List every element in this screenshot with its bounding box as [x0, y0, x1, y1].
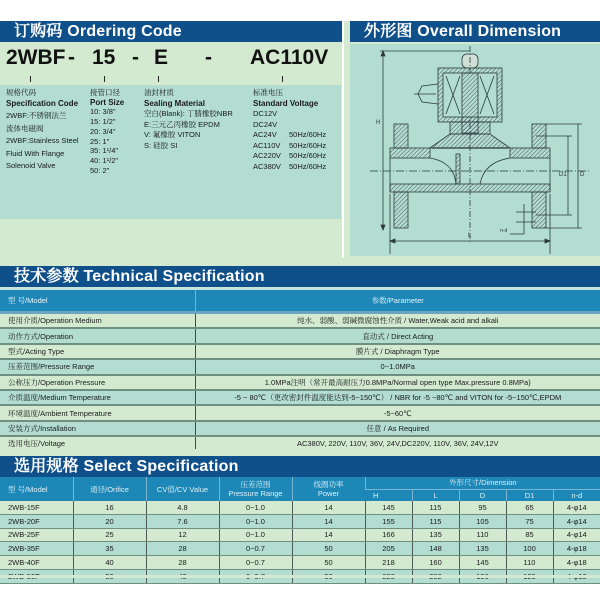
technical-spec-banner [0, 266, 600, 287]
technical-spec-table [0, 290, 600, 453]
header-power: 线圈功率 Power [292, 477, 365, 501]
port-size-header-en: Port Size [90, 97, 125, 107]
cell-h: 205 [365, 542, 412, 556]
spec-code-header-cn: 规格代码 [6, 88, 36, 97]
cell-h: 166 [365, 528, 412, 542]
technical-spec-header-row [0, 290, 600, 313]
cell-orifice: 40 [73, 556, 146, 570]
cell-cv: 4.8 [146, 501, 219, 514]
spec-code-line: Solenoid Valve [6, 161, 56, 170]
port-size-line: 15: 1/2" [90, 117, 116, 127]
cell-cv: 12 [146, 528, 219, 542]
overall-dimension-title-cn: 外形图 [364, 23, 413, 40]
row-label: 压差范围/Pressure Range [0, 359, 195, 374]
ordering-code-banner [0, 21, 342, 42]
cell-orifice: 25 [73, 528, 146, 542]
row-label: 公称压力/Operation Pressure [0, 375, 195, 390]
select-spec-gap [0, 449, 600, 456]
table-row [0, 405, 600, 420]
voltage-line: DC12V [253, 109, 278, 118]
spec-code-line: 流体电磁阀 [6, 123, 44, 133]
code-tick [30, 76, 31, 82]
header-nd: n-d [553, 489, 600, 501]
code-dash: - [68, 46, 75, 69]
cell-l: 115 [412, 501, 459, 514]
table-row [0, 542, 600, 556]
select-spec-table [0, 477, 600, 584]
cell-power: 50 [292, 542, 365, 556]
select-header-row [0, 477, 600, 489]
sealing-header-cn: 油封材质 [144, 88, 174, 97]
spec-code-line: Fluid With Flange [6, 148, 65, 158]
port-size-line: 50: 2" [90, 165, 110, 175]
table-row [0, 390, 600, 405]
table-row [0, 375, 600, 390]
cell-h: 145 [365, 501, 412, 514]
cell-l: 160 [412, 556, 459, 570]
cell-d1: 100 [506, 542, 553, 556]
cell-pressure: 0~1.0 [219, 501, 292, 514]
port-size-line: 25: 1" [90, 136, 110, 146]
cell-d1: 65 [506, 501, 553, 514]
table-row [0, 556, 600, 570]
sealing-line: V: 氟橡胶 VITON [144, 130, 201, 139]
sealing-header-en: Sealing Material [144, 98, 205, 108]
cell-l: 135 [412, 528, 459, 542]
port-size-header-cn: 接管口径 [90, 88, 120, 97]
header-orifice: 通径/Orifice [73, 477, 146, 501]
code-dash: - [132, 46, 139, 69]
cell-h: 218 [365, 556, 412, 570]
row-value: 膜片式 / Diaphragm Type [195, 344, 600, 359]
header-d: D [459, 489, 506, 501]
cell-pressure: 0~0.7 [219, 542, 292, 556]
cell-model: 2WB-15F [0, 501, 73, 514]
voltage-line: AC380V 50Hz/60Hz [253, 161, 327, 171]
cell-model: 2WB-35F [0, 542, 73, 556]
spec-code-line: 2WBF:不锈钢法兰 [6, 111, 67, 120]
cell-model: 2WB-40F [0, 556, 73, 570]
table-row [0, 514, 600, 528]
cell-power: 14 [292, 514, 365, 528]
dim-label-nd: n-d [500, 228, 508, 234]
cell-nd: 4-φ18 [553, 556, 600, 570]
cell-power: 14 [292, 501, 365, 514]
row-label: 型式/Acting Type [0, 344, 195, 359]
voltage-header-en: Standard Voltage [253, 98, 319, 108]
cell-l: 148 [412, 542, 459, 556]
header-cv: CV值/CV Value [146, 477, 219, 501]
header-d1: D1 [506, 489, 553, 501]
code-port: 15 [92, 46, 116, 69]
select-spec-footer [0, 575, 600, 578]
cell-cv: 7.6 [146, 514, 219, 528]
row-value: 1.0MPa注明（常开最高耐压力0.8MPa/Normal open type Max.pressure 0.8MPa) [195, 375, 600, 390]
table-row [0, 528, 600, 542]
technical-spec-title-cn: 技术参数 [14, 268, 79, 285]
standard-voltage-column [253, 88, 326, 172]
cell-pressure: 0~1.0 [219, 528, 292, 542]
dim-label-h: H [376, 120, 381, 126]
row-value: 纯水、弱酸、弱碱微腐蚀性介质 / Water,Weak acid and alkali [195, 313, 600, 329]
code-tick [282, 76, 283, 82]
code-tick [158, 76, 159, 82]
table-row [0, 328, 600, 343]
cell-nd: 4-φ14 [553, 501, 600, 514]
cell-h: 155 [365, 514, 412, 528]
cell-d1: 110 [506, 556, 553, 570]
table-row [0, 344, 600, 359]
header-dimension: 外形尺寸/Dimension [365, 477, 600, 489]
select-spec-title-cn: 选用规格 [14, 458, 79, 475]
cell-d: 95 [459, 501, 506, 514]
port-size-line: 20: 3/4" [90, 126, 116, 136]
cell-pressure: 0~1.0 [219, 514, 292, 528]
row-value: 0~1.0MPa [195, 359, 600, 374]
voltage-header-cn: 标准电压 [253, 88, 283, 97]
row-value: 直动式 / Direct Acting [195, 328, 600, 343]
cell-nd: 4-φ14 [553, 528, 600, 542]
cell-nd: 4-φ14 [553, 514, 600, 528]
cell-model: 2WB-25F [0, 528, 73, 542]
code-seal: E [154, 46, 169, 69]
cell-model: 2WB-20F [0, 514, 73, 528]
cell-d: 145 [459, 556, 506, 570]
header-model: 型 号/Model [0, 477, 73, 501]
sealing-line: S: 硅胶 SI [144, 140, 178, 150]
cell-pressure: 0~0.7 [219, 556, 292, 570]
cell-cv: 28 [146, 542, 219, 556]
cell-d1: 85 [506, 528, 553, 542]
header-parameter: 参数/Parameter [195, 290, 600, 313]
row-value: AC380V, 220V, 110V, 36V, 24V,DC220V, 110V, 36V, 24V,12V [195, 436, 600, 451]
port-size-column [90, 88, 124, 175]
table-row [0, 313, 600, 329]
header-model: 型 号/Model [0, 290, 195, 313]
sealing-line: 空白(Blank): 丁腈橡胶NBR [144, 109, 233, 118]
cell-power: 14 [292, 528, 365, 542]
table-row [0, 421, 600, 436]
cell-d1: 75 [506, 514, 553, 528]
code-spec: 2WBF [6, 46, 66, 69]
table-row [0, 501, 600, 514]
cell-l: 115 [412, 514, 459, 528]
port-size-line: 35: 1¹/4" [90, 146, 119, 156]
port-size-line: 10: 3/8" [90, 107, 116, 117]
cell-orifice: 20 [73, 514, 146, 528]
select-spec-title-en: Select Specification [83, 458, 239, 475]
voltage-line: AC24V 50Hz/60Hz [253, 130, 327, 139]
technical-spec-gap [0, 258, 600, 266]
code-voltage: AC110V [250, 46, 329, 69]
cell-d: 135 [459, 542, 506, 556]
spec-code-column [6, 88, 79, 172]
cell-orifice: 16 [73, 501, 146, 514]
dim-label-d: D [580, 172, 585, 178]
row-label: 使用介质/Operation Medium [0, 313, 195, 329]
row-value: 任意 / As Required [195, 421, 600, 436]
overall-dimension-banner [350, 21, 600, 42]
sealing-line: E:三元乙丙橡胶 EPDM [144, 119, 220, 129]
header-l: L [412, 489, 459, 501]
header-pressure: 压差范围 Pressure Range [219, 477, 292, 501]
row-label: 环境温度/Ambient Temperature [0, 405, 195, 420]
code-tick [104, 76, 105, 82]
row-label: 动作方式/Operation [0, 328, 195, 343]
dim-label-l: L [468, 233, 472, 239]
sealing-material-column [144, 88, 233, 151]
voltage-line: AC110V 50Hz/60Hz [253, 140, 327, 150]
code-dash: - [205, 46, 212, 69]
cell-nd: 4-φ18 [553, 542, 600, 556]
cell-orifice: 35 [73, 542, 146, 556]
row-value: -5~60℃ [195, 405, 600, 420]
cell-power: 50 [292, 556, 365, 570]
ordering-code-title-cn: 订购码 [14, 23, 63, 40]
select-spec-banner [0, 456, 600, 477]
voltage-line: DC24V [253, 119, 278, 129]
dim-label-d1: D1 [559, 172, 567, 178]
row-label: 介质温度/Medium Temperature [0, 390, 195, 405]
voltage-line: AC220V 50Hz/60Hz [253, 151, 327, 160]
spec-code-line: 2WBF:Stainless Steel [6, 136, 79, 145]
cell-d: 105 [459, 514, 506, 528]
cell-d: 110 [459, 528, 506, 542]
header-h: H [365, 489, 412, 501]
spec-code-header-en: Specification Code [6, 98, 79, 108]
valve-dimension-drawing [350, 44, 600, 256]
row-label: 安装方式/Installation [0, 421, 195, 436]
overall-dimension-title-en: Overall Dimension [417, 23, 562, 40]
port-size-line: 40: 1¹/2" [90, 155, 119, 165]
row-label: 选用电压/Voltage [0, 436, 195, 451]
cell-cv: 28 [146, 556, 219, 570]
row-value: -5 ~ 80℃（更改密封件温度能达到-5~150℃） / NBR for -5 ~80℃ and VITON for -5~150℃,EPDM [195, 390, 600, 405]
table-row [0, 359, 600, 374]
technical-spec-title-en: Technical Specification [83, 268, 265, 285]
ordering-code-title-en: Ordering Code [67, 23, 182, 40]
